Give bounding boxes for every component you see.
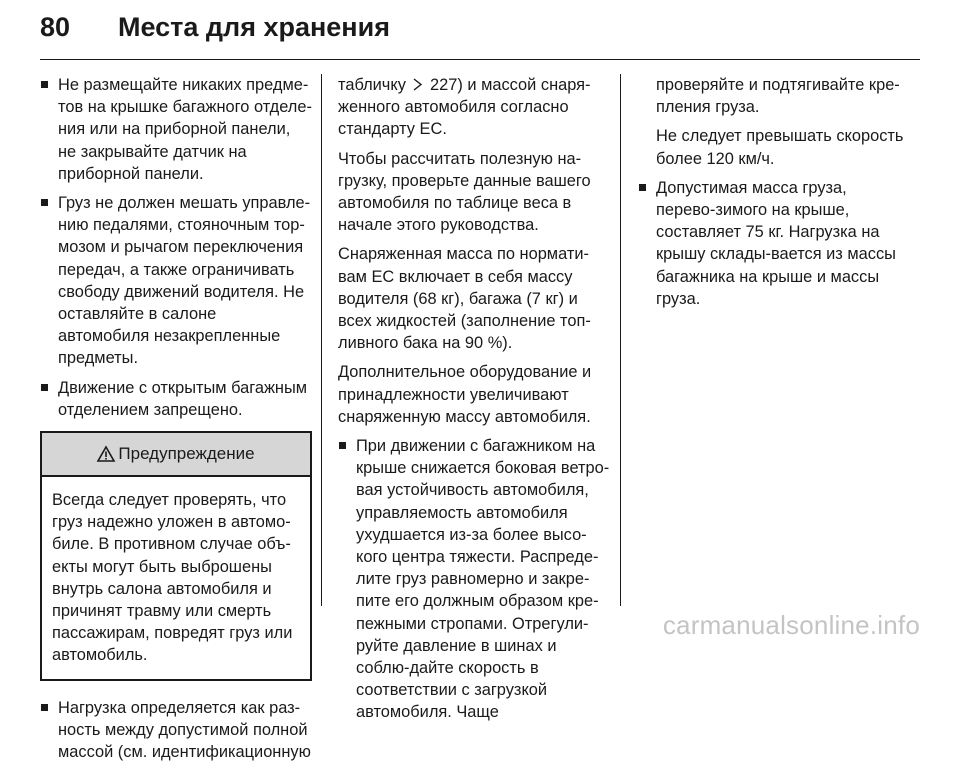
column-1 [40, 74, 312, 770]
paragraph: Не следует превышать скорость более 120 км/ч. [656, 127, 904, 168]
column-3 [638, 74, 910, 317]
warning-header [42, 433, 310, 477]
paragraph [338, 74, 610, 141]
warning-text: Всегда следует проверять, что груз надежно уложен в автомо-биле. В противном случае объ-екты могут быть выброшены внутрь салона автомобиля и причинят травму или смерть пассажирам, повредят груз или автомобиль. [52, 491, 293, 665]
bullet-item: Допустимая масса груза, перево-зимого на крыше, составляет 75 кг. Нагрузка на крышу склады-вается из массы багажника на крыше и массы груза. [638, 177, 910, 310]
paragraph: Чтобы рассчитать полезную на-грузку, проверьте данные вашего автомобиля по таблице веса в начале этого руководства. [338, 149, 591, 235]
page-number: 80 [40, 12, 71, 42]
header-divider [40, 59, 920, 60]
watermark: carmanualsonline.info [662, 610, 920, 640]
warning-title: Предупреждение [118, 443, 255, 463]
bullet-item: Движение с открытым багажным отделением запрещено. [40, 377, 312, 421]
paragraph: Снаряженная масса по нормати-вам ЕС включает в себя массу водителя (68 кг), багажа (7 кг) и всех жидкостей (заполнение топ-ливного бака на 90 %). [338, 245, 591, 353]
section-title: Места для хранения [118, 12, 390, 42]
column-divider [620, 74, 621, 606]
paragraph-text: табличку [338, 76, 406, 94]
paragraph: Дополнительное оборудование и принадлежности увеличивают снаряженную массу автомобиля. [338, 363, 592, 426]
bullet-item: При движении с багажником на крыше снижается боковая ветро-вая устойчивость автомобиля, управляемость автомобиля ухудшается из-за более высо-кого центра тяжести. Распреде-лите груз равномерно и закре-пите его должным образом кре-пежными стропами. Отрегули-руйте давление в шинах и соблю-дайте скорость в соответствии с загрузкой автомобиля. Чаще [338, 435, 610, 724]
warning-triangle-icon [97, 446, 115, 462]
column-2 [338, 74, 610, 731]
bullet-item: Не размещайте никаких предме-тов на крышке багажного отделе-ния или на приборной панели, не закрывайте датчик на приборной панели. [40, 74, 312, 185]
column-divider [321, 74, 322, 606]
bullet-item: Груз не должен мешать управле-нию педалями, стояночным тор-мозом и рычагом переключения передач, а также ограничивать свободу движений водителя. Не оставляйте в салоне автомобиля незакрепленные предметы. [40, 192, 312, 370]
page-header [40, 12, 390, 43]
warning-box [40, 431, 312, 681]
bullet-item: Нагрузка определяется как раз-ность между допустимой полной массой (см. идентификационную [40, 697, 312, 764]
paragraph: проверяйте и подтягивайте кре-пления груза. [656, 76, 900, 117]
page-reference-arrow-icon[interactable] [412, 78, 423, 91]
paragraph-text: 227) и массой снаря-женного автомобиля согласно стандарту ЕС. [338, 76, 591, 139]
